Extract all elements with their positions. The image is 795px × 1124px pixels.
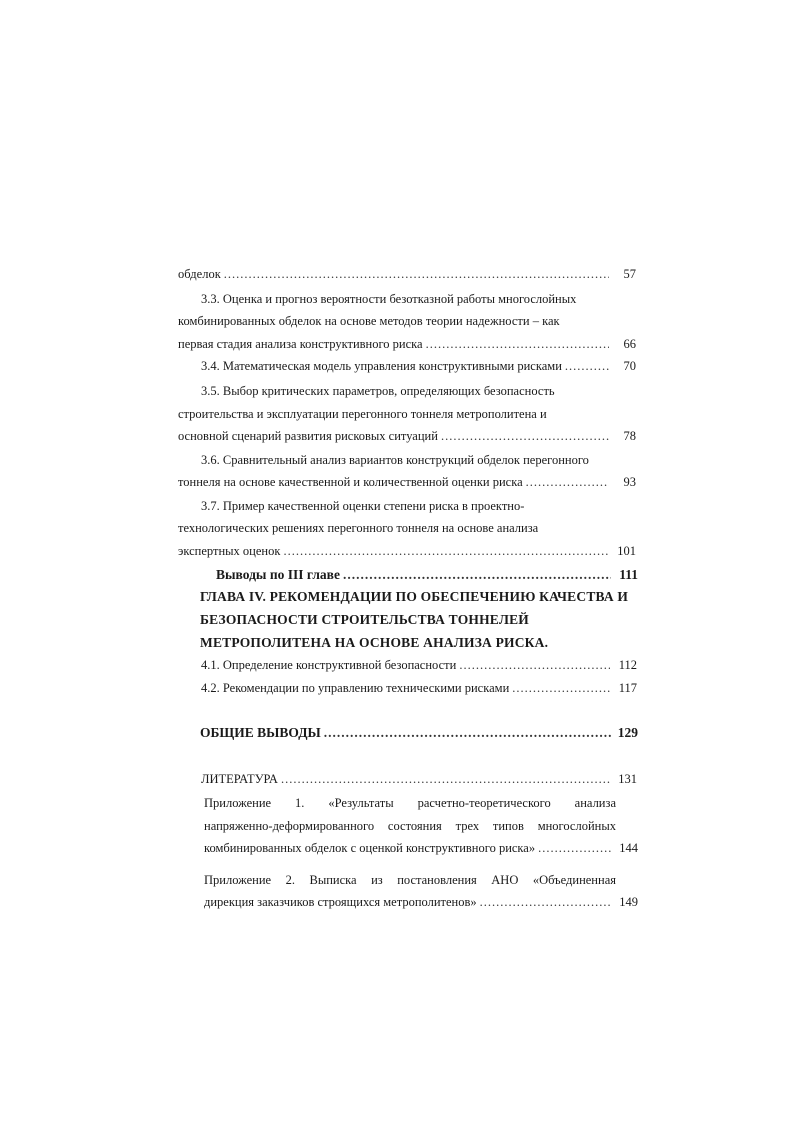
leader-dots <box>324 725 611 741</box>
toc-entry-3-3 <box>178 336 636 352</box>
toc-entry-3-6 <box>178 474 636 490</box>
toc-entry-3-7 <box>178 543 636 559</box>
page-number: 57 <box>623 267 636 281</box>
toc-entry-4-1 <box>201 657 637 673</box>
page-number: 111 <box>619 567 638 582</box>
page-number: 149 <box>619 895 638 909</box>
page-number: 70 <box>623 359 636 373</box>
page-number: 112 <box>618 658 637 672</box>
toc-3-3-line-1: 3.3. Оценка и прогноз вероятности безотказной работы многослойных <box>201 292 577 306</box>
chapter-4-heading-line-2: БЕЗОПАСНОСТИ СТРОИТЕЛЬСТВА ТОННЕЛЕЙ <box>200 612 529 627</box>
toc-entry-4-2 <box>201 680 637 696</box>
toc-3-6-line-1: 3.6. Сравнительный анализ вариантов конструкций обделок перегонного <box>201 453 589 467</box>
leader-dots <box>565 358 609 374</box>
toc-entry-literature <box>201 771 637 787</box>
page-number: 78 <box>623 429 636 443</box>
toc-entry-text: первая стадия анализа конструктивного риска <box>178 337 423 351</box>
toc-3-3-line-2: комбинированных обделок на основе методов теории надежности – как <box>178 314 560 328</box>
toc-entry-text: 4.2. Рекомендации по управлению техническими рисками <box>201 681 510 695</box>
page-number: 131 <box>618 772 637 786</box>
page-number: 101 <box>617 544 636 558</box>
toc-entry-text: ОБЩИЕ ВЫВОДЫ <box>200 725 321 740</box>
toc-entry-3-4 <box>201 358 636 374</box>
toc-3-5-line-2: строительства и эксплуатации перегонного тоннеля метрополитена и <box>178 407 547 421</box>
toc-entry-text: 3.4. Математическая модель управления конструктивными рисками <box>201 359 562 373</box>
toc-appendix-1-line-2: напряженно-деформированного состояния трех типов многослойных <box>204 819 616 833</box>
toc-entry-appendix-1 <box>204 840 638 856</box>
page-number: 93 <box>623 475 636 489</box>
toc-appendix-1-line-1: Приложение 1. «Результаты расчетно-теоретического анализа <box>204 796 616 810</box>
toc-entry-text: дирекция заказчиков строящихся метрополитенов» <box>204 895 477 909</box>
toc-entry-text: основной сценарий развития рисковых ситуаций <box>178 429 438 443</box>
toc-entry-text: тоннеля на основе качественной и количественной оценки риска <box>178 475 523 489</box>
leader-dots <box>224 266 609 282</box>
leader-dots <box>538 840 611 856</box>
chapter-4-heading-line-3: МЕТРОПОЛИТЕНА НА ОСНОВЕ АНАЛИЗА РИСКА. <box>200 635 549 650</box>
toc-entry-text: Выводы по III главе <box>216 567 340 582</box>
toc-appendix-2-line-1: Приложение 2. Выписка из постановления АНО «Объединенная <box>204 873 616 887</box>
page-number: 144 <box>619 841 638 855</box>
leader-dots <box>426 336 609 352</box>
leader-dots <box>441 428 609 444</box>
toc-entry-obdelok <box>178 266 636 282</box>
page-number: 66 <box>623 337 636 351</box>
leader-dots <box>283 543 609 559</box>
toc-entry-text: обделок <box>178 267 221 281</box>
toc-entry-text: ЛИТЕРАТУРА <box>201 772 278 786</box>
toc-entry-appendix-2 <box>204 894 638 910</box>
page-number: 117 <box>618 681 637 695</box>
toc-3-7-line-1: 3.7. Пример качественной оценки степени риска в проектно- <box>201 499 525 513</box>
toc-entry-text: 4.1. Определение конструктивной безопасности <box>201 658 457 672</box>
leader-dots <box>512 680 610 696</box>
toc-3-5-line-1: 3.5. Выбор критических параметров, определяющих безопасность <box>201 384 555 398</box>
page-number: 129 <box>617 725 638 740</box>
toc-3-7-line-2: технологических решениях перегонного тоннеля на основе анализа <box>178 521 539 535</box>
leader-dots <box>480 894 611 910</box>
toc-entry-conclusions-3 <box>216 567 638 583</box>
toc-entry-3-5 <box>178 428 636 444</box>
toc-entry-general-conclusions <box>200 725 638 741</box>
leader-dots <box>343 567 611 583</box>
toc-entry-text: экспертных оценок <box>178 544 281 558</box>
leader-dots <box>281 771 610 787</box>
leader-dots <box>459 657 610 673</box>
toc-entry-text: комбинированных обделок с оценкой конструктивного риска» <box>204 841 536 855</box>
chapter-4-heading-line-1: ГЛАВА IV. РЕКОМЕНДАЦИИ ПО ОБЕСПЕЧЕНИЮ КАЧЕСТВА И <box>200 589 629 604</box>
leader-dots <box>526 474 609 490</box>
